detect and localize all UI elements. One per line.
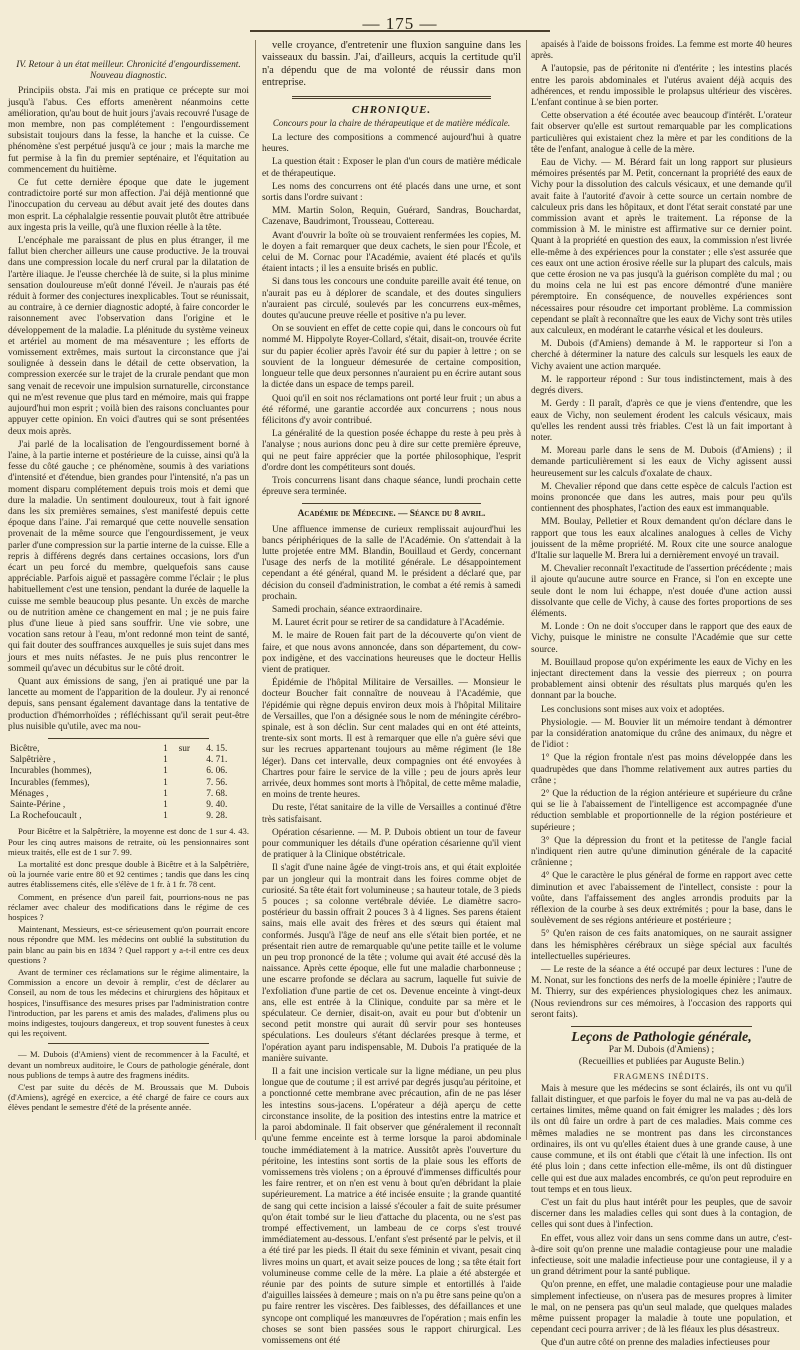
paragraph: MM. Martin Solon, Requin, Guérard, Sandras, Bouchardat, Cazenave, Baudrimont, Trousseau, Cottereau.	[262, 206, 521, 228]
column-divider	[526, 40, 527, 1140]
mortality-table	[8, 744, 249, 822]
paragraph: Que d'un autre côté on prenne des maladies infectieuses pour	[541, 1338, 770, 1349]
paragraph: Du reste, l'état sanitaire de la ville de Versailles a continué d'être très satisfaisant.	[262, 803, 521, 825]
paragraph: — M. Dubois (d'Amiens) vient de recommencer à la Faculté, et devant un nombreux auditoire, le Cours de pathologie générale, dont nous publions de temps à autre des fragmens inédits.	[8, 1049, 249, 1080]
column-divider	[255, 40, 256, 1140]
paragraph: M. le maire de Rouen fait part de la découverte qu'on vient de faire, et que nous avons annoncée, dans son département, du cow-pox indigène, et des vaccinations heureuses que le docteur Hellis vient de pratiquer.	[262, 631, 521, 675]
lecons-note: (Recueillies et publiées par Auguste Belin.)	[578, 1057, 745, 1068]
divider	[292, 96, 491, 99]
divider	[48, 738, 209, 739]
paragraph: On se souvient en effet de cette copie qui, dans le concours où fut nommé M. Hippolyte Royer-Collard, s'était, disait-on, trouvée écrite sur du papier écolier après l'avoir été sur du papier à lettre ; on se souvient de la longueur démesurée de certaine composition, longueur telle que deux personnes n'auraient pu en écrire autant sous la dictée dans un espace de temps pareil.	[262, 324, 521, 391]
divider	[48, 1043, 209, 1044]
paragraph: Eau de Vichy. — M. Bérard fait un long rapport sur plusieurs mémoires présentés par M. Petit, concernant la propriété des eaux de Vichy pour la dissolution des calculs vésicaux, et une demande qu'il avait faite à l'autorité d'avoir à cette source un certain nombre de calculeux pris dans les hôpitaux, et dont l'état serait constaté par une commission avant et après le traitement. La réponse de la commission à M. le ministre est affirmative sur ce dernier point. Quant à la propriété en question des eaux, la commission n'est livrée elle-même à des expériences pour la constater ; elle s'est assurée que ces eaux ont une action érosive réelle sur la plupart des calculs, mais que cette érosion ne va pas jusqu'à la guérison complète du mal ; ou du moins cela ne lui est pas encore démontré d'une manière péremptoire. En conséquence, de nouvelles expériences sont nécessaires pour résoudre cet important problème. La commission cependant se plaît à reconnaître que les eaux de Vichy sont très utiles aux calculeux, en modérant le catarrhe vésical et les douleurs.	[531, 158, 792, 337]
paragraph: apaisés à l'aide de boissons froides. La femme est morte 40 heures après.	[531, 40, 792, 62]
lecons-author: Par M. Dubois (d'Amiens) ;	[608, 1045, 715, 1056]
concours-title: Concours pour la chaire de thérapeutique et de matière médicale.	[272, 117, 511, 128]
paragraph: La question était : Exposer le plan d'un cours de matière médicale et de thérapeutique.	[262, 157, 521, 179]
paragraph: Maintenant, Messieurs, est-ce sérieusement qu'on pourrait encore nous répondre que MM. les médecins ont oublié la substitution du pain blanc au pain bis en 1834 ? Quel rapport y a-t-il entre ces deux questions ?	[8, 924, 249, 965]
divider	[571, 1026, 752, 1027]
table-row: La Rochefoucault , 1 9. 28.	[10, 811, 228, 822]
table-row: Bicêtre, 1 sur 4. 15.	[10, 743, 228, 754]
paragraph: MM. Boulay, Pelletier et Roux demandent qu'on déclare dans le rapport que tous les eaux alcalines analogues à celles de Vichy jouissent de la même propriété. M. Roux cite une source analogue d'Italie sur laquelle M. Brera lui a dernièrement envoyé un travail.	[531, 517, 792, 561]
paragraph: — Le reste de la séance a été occupé par deux lectures : l'une de M. Nonat, sur les fonctions des nerfs de la moelle épinière ; l'autre de M. Thierry, sur des expériences physiologiques chez les animaux. (Nous reviendrons sur ces mémoires, à l'occasion des rapports qui seront faits).	[531, 965, 792, 1020]
paragraph: Les noms des concurrens ont été placés dans une urne, et sont sortis dans l'ordre suivant :	[262, 181, 521, 204]
paragraph: Pour Bicêtre et la Salpêtrière, la moyenne est donc de 1 sur 4. 43. Pour les cinq autres maisons de retraite, où les pensionnaires sont mieux traités, elle est de 1 sur 7. 99.	[8, 826, 249, 857]
paragraph: M. Dubois (d'Amiens) demande à M. le rapporteur si l'on a cherché à déterminer la nature des calculs sur lesquels les eaux de Vichy avaient une action marquée.	[531, 339, 792, 372]
paragraph: M. Chevalier reconnaît l'exactitude de l'assertion précédente ; mais il ajoute qu'aucune autre source en France, si l'on en excepte une seule dont le nom lui échappe, n'est douée d'une action aussi dissolvante que celle de Vichy, à cause des fortes proportions de ses éléments.	[531, 564, 792, 619]
paragraph: En effet, vous allez voir dans un sens comme dans un autre, c'est-à-dire soit qu'on prenne une maladie contagieuse pour une maladie infectieuse, soit une maladie infectieuse pour une contagieuse, il y a un grand détriment pour la santé publique.	[531, 1233, 792, 1278]
paragraph: Avant d'ouvrir la boîte où se trouvaient renfermées les copies, M. le doyen a fait remarquer que deux cachets, le sien pour l'École, et celui de M. Cornac pour l'Académie, avaient été placés et qu'ils étaient intacts ; il les a ensuite brisés en public.	[262, 230, 521, 275]
paragraph: M. Chevalier répond que dans cette espèce de calculs l'action est moins prononcée que dans les autres, mais pour peu qu'ils contiennent des phosphates, l'action des eaux est immanquable.	[531, 481, 792, 515]
paragraph: 2° Que la réduction de la région antérieure et supérieure du crâne qui se lie à l'abaissement de l'intelligence est accompagnée d'une réduction semblable et proportionnelle de la région postérieure et supérieure ;	[531, 789, 792, 833]
paragraph: Mais à mesure que les médecins se sont éclairés, ils ont vu qu'il fallait distinguer, et que parfois le foyer du mal ne va pas au-delà de certaines limites, même quand on fait émigrer les malades ; dès lors ils ont dû faire un ordre à part de ces maladies. Mais comme ces mêmes maladies ne se montrent pas dans les circonstances ordinaires, ils ont vu qu'elles étaient dues à une grande cause, à une cause commune, et ils ont établi que c'était là une infection. Ils ont été plus loin ; dans cette infection elle-même, ils ont dû distinguer celle qui est due aux malades encombrés, ce qu'on peut reproduire en tout temps et en tous lieux.	[531, 1083, 792, 1195]
paragraph: Les conclusions sont mises aux voix et adoptées.	[541, 704, 725, 715]
paragraph: L'encéphale me paraissant de plus en plus étranger, il me fallut bien chercher ailleurs une cause productive. Je la trouvai dans une compression locale du nerf crural par la dilatation de l'artère iliaque. Je l'eusse cherchée là de suite, si la plus minime sensation douloureuse m'eût donné l'éveil. Je n'aurais pas été réduit à former des conjectures inexplicables. Tout se réunissait, au contraire, à ce dernier diagnostic adopté, à faire concorder le raisonnement avec l'observation dans l'origine et le développement de la maladie. La plénitude du système veineux et artériel au moment de ma mésaventure ; les efforts de vomissement extrêmes, mais surtout la circonstance que j'ai soulignée à dessein dans le détail de cette observation, la compression exercée sur le trajet de la crurale pendant que mon sang venait de recevoir une impulsion surnaturelle, circonstance qui ne m'est revenue que plus tard en mémoire, mais qui frappe aujourd'hui mon esprit ; voilà bien des raisons concluantes pour appuyer cette opinion. En voici d'autres qui se sont présentées deux mois après.	[8, 236, 249, 437]
paragraph: M. Bouillaud propose qu'on expérimente les eaux de Vichy en les injectant directement dans la vessie des pierreux ; on pourra probablement ainsi obtenir des résultats plus marqués qu'en les donnant par la bouche.	[531, 657, 792, 702]
paragraph: La généralité de la question posée échappe du reste à peu près à l'analyse ; nous aurions donc peu à dire sur cette première épreuve, qui ne peut faire apprécier que la portée philosophique, l'esprit d'ordre dont les compétiteurs sont doués.	[262, 429, 521, 473]
divider	[302, 503, 481, 504]
paragraph: Épidémie de l'hôpital Militaire de Versailles. — Monsieur le docteur Boucher fait connaître de nouveau à l'Académie, que l'épidémie qui règne depuis environ deux mois à l'hôpital Militaire de Versailles, que l'on a désignée sous le nom de méningite cérébro-spinale, est à son déclin. Sur cent malades qui en ont été atteints, trente-six sont morts. Il est à remarquer que elle n'a guère sévi que sur les recrues appartenant toujours au même régiment (le 18e léger). Dans cet intervalle, deux compagnies ont été envoyées à Chartres pour faire le service de la ville ; peu de jours après leur arrivée, deux hommes sont morts à l'hôpital, de cette même maladie, en moins de trente heures.	[262, 678, 521, 801]
column-3	[531, 40, 792, 1349]
paragraph: Opération césarienne. — M. P. Dubois obtient un tour de faveur pour communiquer les détails d'une opération césarienne qu'il vient de pratiquer à la Clinique obstétricale.	[262, 827, 521, 861]
column-2	[262, 40, 521, 1346]
paragraph: 1° Que la région frontale n'est pas moins développée dans les quadrupèdes que dans l'homme relativement aux autres parties du crâne ;	[531, 753, 792, 786]
paragraph: Avant de terminer ces réclamations sur le régime alimentaire, la Commission a encore un devoir à remplir, c'est de déclarer au Conseil, au nom de tous les médecins et chirurgiens des hôpitaux et hospices, l'insuffisance des mesures prises par l'administration contre l'introduction, par les parens et amis des malades, d'alimens plus ou moins indigestes, toujours dangereux, et trop souvent funestes à ceux qui les reçoivent.	[8, 967, 249, 1039]
paragraph: Ce fut cette dernière époque que date le jugement contradictoire porté sur mon affection. J'ai déjà mentionné que l'inoccupation du cerveau au début avait jeté des doutes dans mon esprit. La céphalalgie ressentie pouvait plutôt être attribuée aux ingesta pris la veille, qu'à une fluxion réelle à la tête.	[8, 178, 249, 233]
paragraph: Il s'agit d'une naine âgée de vingt-trois ans, et qui était exploitée par un jongleur qui la montrait dans les foires comme objet de curiosité. Sa tête était fort volumineuse ; sa hauteur totale, de 3 pieds 5 pouces ; sa colonne vertébrale déviée. Le diamètre sacro-postérieur du bassin offrait 2 pouces 3 à 4 lignes. Ses parens étaient sains, mais elle avait des frères et des sœurs qui étaient mal conformés. Jusqu'à l'âge de neuf ans elle s'était bien portée, et ne présentait rien autre de remarquable qu'une petite taille et le volume un peu trop prononcé de la tête ; volume qui avait été accusé dès la naissance. Après cette époque, elle fut une maladie charbonneuse ; une escarre profonde se déclara au sacrum, laquelle fut suivie de l'exfoliation d'une partie de cet os. Devenue enceinte à vingt-deux ans, elle est entrée à la Clinique, conduite par sa mère et le spéculateur. Ce dernier, disait-on, avait eu pour but d'obtenir un second petit monstre qui aurait dû servir pour ses honteuses spéculations. Les douleurs s'étant déclarées presque à terme, et l'opération ayant paru indispensable, M. Dubois l'a pratiquée de la manière suivante.	[262, 863, 521, 1064]
paragraph: M. Lauret écrit pour se retirer de sa candidature à l'Académie.	[272, 618, 505, 629]
table-row: Sainte-Périne , 1 9. 40.	[10, 800, 228, 810]
lecons-title: Leçons de Pathologie générale,	[571, 1030, 752, 1046]
paragraph: M. Londe : On ne doit s'occuper dans le rapport que des eaux de Vichy, puisque le ministre ne consulte l'Académie que sur cette source.	[531, 622, 792, 655]
paragraph: Cette observation a été écoutée avec beaucoup d'intérêt. L'orateur fait observer qu'elle est surtout remarquable par les complications particulières qui existaient chez la mère et par les conditions de la tête de l'enfant, analogue à celle de la mère.	[531, 111, 792, 155]
paragraph: J'ai parlé de la localisation de l'engourdissement borné à l'aine, à la partie interne et postérieure de la cuisse, ainsi qu'à la fesse du côté gauche ; ce phénomène, soumis à des variations d'intensité et d'étendue, bien grandes pour l'intensité, n'a pas un moment disparu complétement depuis trois mois et demi que dure la maladie. Un sentiment douloureux, tout à fait ignoré dans les six premières semaines, s'est manifesté depuis cette époque dans l'aine. J'ai remarqué que cette nouvelle sensation provenait de la même source que l'engourdissement, je veux parler d'une compression sur la partie interne de la cuisse. Elle a repris à différens degrés dans certaines occasions, lors d'un écart un peu forcé du membre, quelquefois sans cause appréciable. Parfois aiguë et passagère comme l'éclair ; le plus habituellement c'est une tension, pendant la durée de laquelle la cuisse me semble beaucoup plus pesante. Un excès de marche ou de nutrition amène ce changement en mal ; je ne puis faire plus d'une lieue à pied sans souffrir. Une vie sobre, une vocation sans retour à l'eau, m'ont redonné mon teint de santé, qui fait douter des souffrances auxquelles je suis sujet dans mes jours et mes nuits néfastes. Je ne puis plus rencontrer le sommeil qu'avec un décubitus sur le côté droit.	[8, 439, 249, 674]
paragraph: M. Gerdy : Il paraît, d'après ce que je viens d'entendre, que les eaux de Vichy, non seulement érodent les calculs vésicaux, mais qu'elles les rendent aussi très friables. C'est là un fait important à noter.	[531, 399, 792, 443]
paragraph: 4° Que le caractère le plus général de forme en rapport avec cette diminution et avec l'abaissement de l'intellect, consiste : pour la voûte, dans l'affaissement des angles arrondis produits par la réflexion de la courbe à ses deux extrémités ; pour la base, dans le soulèvement de ses régions antérieure et postérieure ;	[531, 871, 792, 927]
paragraph: velle croyance, d'entretenir une fluxion sanguine dans les vaisseaux du bassin. J'ai, d'ailleurs, acquis la certitude qu'il n'a dépendu que de ma volonté de réussir dans mon entreprise.	[262, 40, 521, 89]
paragraph: La lecture des compositions a commencé aujourd'hui à quatre heures.	[262, 133, 521, 155]
paragraph: Qu'on prenne, en effet, une maladie contagieuse pour une maladie simplement infectieuse, on n'usera pas de mesures propres à limiter le mal, on ne pensera pas qu'un seul malade, que quelques malades même puissent propager la maladie à toute une population, et cependant ceci pourra arriver ; de là les fléaux les plus désastreux.	[531, 1280, 792, 1336]
table-row: Ménages , 1 7. 68.	[10, 788, 228, 799]
paragraph: C'est par suite du décès de M. Broussais que M. Dubois (d'Amiens), agrégé en exercice, a été chargé de faire ce cours aux élèves pendant le semestre d'été de la présente année.	[8, 1082, 249, 1113]
column-1	[8, 40, 249, 1140]
paragraph: Samedi prochain, séance extraordinaire.	[272, 604, 423, 615]
paragraph: Trois concurrens lisant dans chaque séance, lundi prochain cette épreuve sera terminée.	[262, 475, 521, 498]
page-number: — 175 —	[362, 14, 438, 33]
table-row: Salpêtrière , 1 4. 71.	[10, 755, 228, 766]
paragraph: Une affluence immense de curieux remplissait aujourd'hui les bancs périphériques de la salle de l'Académie. On s'attendait à la lutte projetée entre MM. Blandin, Bouillaud et Gerdy, concernant l'usage des nerfs de la motilité générale. Le désappointement cependant a été général, quand M. le président a déclaré que, par décision du conseil d'administration, le combat a été remis à samedi prochain.	[262, 524, 521, 602]
paragraph: Il a fait une incision verticale sur la ligne médiane, un peu plus longue que de coutume ; il est arrivé par degrés jusqu'au péritoine, et a ponctionné cette membrane avec précaution, afin de ne pas léser les intestins sous-jacens. L'opérateur a déjà aperçu de cette circonstance insolite, de la position des intestins entre la matrice et la paroi abdominale. Il fait observer que généralement il reconnaît qu'une femme enceinte est à terme lorsque la paroi abdominale touche immédiatement à la matrice. Aussitôt après l'ouverture du péritoine, les intestins sont sortis de la plaie sous les efforts de vomissemens très violens ; on a éprouvé d'immenses difficultés pour les faire rentrer, et on n'en est venu à bout qu'en débridant la plaie supérieurement. La matrice a été incisée ensuite ; la grande quantité de sang qui cette incision a laissé s'écouler a fait de suite présumer qu'on était tombé sur le lieu d'attache du placenta, ou ne s'est pas trompé effectivement, un lambeau de ce corps s'est trouvé immédiatement au-dessous. L'enfant s'est présenté par le pelvis, et il a été tiré par les pieds. Il était du sexe féminin et vivant, pesait cinq livres moins un quart, et avait seize pouces de long ; sa tête était fort volumineuse comme celle de la mère. La plaie a été abstergée et réunie par des points de suture simple et entortillés à l'aide d'aiguilles laissées à demeure ; mais on n'a pu être sans peine qu'on a pu faire rentrer les viscères. Des faiblesses, des défaillances et une syncope ont compliqué les manœuvres de l'opération ; mais enfin les choses se sont bien passées sous le rapport chirurgical. Les vomissemens ont été	[262, 1067, 521, 1346]
section-heading: IV. Retour à un état meilleur. Chronicité d'engourdissement. Nouveau diagnostic.	[16, 60, 241, 82]
paragraph: 5° Qu'en raison de ces faits anatomiques, on ne saurait assigner dans les hémisphères cérébraux un siège spécial aux facultés intellectuelles supérieures.	[531, 929, 792, 962]
paragraph: M. le rapporteur répond : Sur tous indistinctement, mais à des degrés divers.	[531, 374, 792, 397]
paragraph: Si dans tous les concours une conduite pareille avait été tenue, on n'aurait pas eu à déplorer de scandale, et des doutes singuliers n'auraient pas circulé, soulevés par les concurrens eux-mêmes, doutes qu'aucune preuve réelle et positive n'a pu lever.	[262, 277, 521, 322]
paragraph: M. Moreau parle dans le sens de M. Dubois (d'Amiens) ; il demande particulièrement si les eaux de Vichy agissent aussi heureusement sur les calculs d'oxalate de chaux.	[531, 446, 792, 479]
paragraph: Comment, en présence d'un pareil fait, pourrions-nous ne pas réclamer avec chaleur des modifications dans le régime de ces hospices ?	[8, 891, 249, 923]
academie-title: Académie de Médecine. — Séance du 8 avril.	[297, 509, 486, 520]
table-row: Incurables (femmes), 1 7. 56.	[10, 777, 228, 788]
paragraph: 3° Que la dépression du front et la petitesse de l'angle facial n'indiquent rien autre qu'une diminution générale de la capacité crânienne ;	[531, 835, 792, 869]
paragraph: Principiis obsta. J'ai mis en pratique ce précepte sur moi jusqu'à l'abus. Ces efforts amenèrent néanmoins cette amélioration, qu'au bout de huit jours j'avais recouvré l'usage de mon membre, non pas complétement : l'engourdissement subsistait toujours dans la fesse, la hanche et la cuisse. Ce phénomène s'est perpétué jusqu'à ce jour ; mais la marche me fut permise à la fin du premier septénaire, et l'équitation au commencement du huitième.	[8, 86, 249, 175]
paragraph: La mortalité est donc presque double à Bicêtre et à la Salpêtrière, où la journée varie entre 80 et 92 centimes ; tandis que dans les cinq autres établissemens cités, elle s'élève de 1 fr. à 1 fr. 78 cent.	[8, 859, 249, 890]
paragraph: A l'autopsie, pas de péritonite ni d'entérite ; les intestins placés entre les parois abdominales et l'utérus avaient déjà acquis des adhérences, et rendu impossible le prolapsus ultérieur des viscères. L'enfant continue à se bien porter.	[531, 64, 792, 109]
table-row: Incurables (hommes), 1 6. 06.	[10, 766, 228, 777]
paragraph: Quant aux émissions de sang, j'en ai pratiqué une par la lancette au moment de l'apparition de la douleur. J'y ai renoncé depuis, sans pensant également davantage dans la tentative de production d'hémorrhoïdes ; réfléchissant qu'il serait peut-être plus nuisible qu'utile, avec ma nou-	[8, 676, 249, 732]
paragraph: Quoi qu'il en soit nos réclamations ont porté leur fruit ; un abus a été réformé, une garantie accordée aux concurrens ; nous nous félicitons d'y avoir contribué.	[262, 393, 521, 426]
paragraph: C'est un fait du plus haut intérêt pour les peuples, que de savoir discerner dans les maladies celles qui sont dues à la contagion, de celles qui sont dues à l'infection.	[531, 1197, 792, 1231]
fragments-label: FRAGMENS INÉDITS.	[613, 1071, 710, 1081]
header-rule	[250, 30, 550, 32]
chronique-title: CHRONIQUE.	[351, 103, 432, 116]
paragraph: Physiologie. — M. Bouvier lit un mémoire tendant à démontrer par la considération anatomique du crâne des animaux, du nègre et de l'idiot :	[531, 717, 792, 751]
